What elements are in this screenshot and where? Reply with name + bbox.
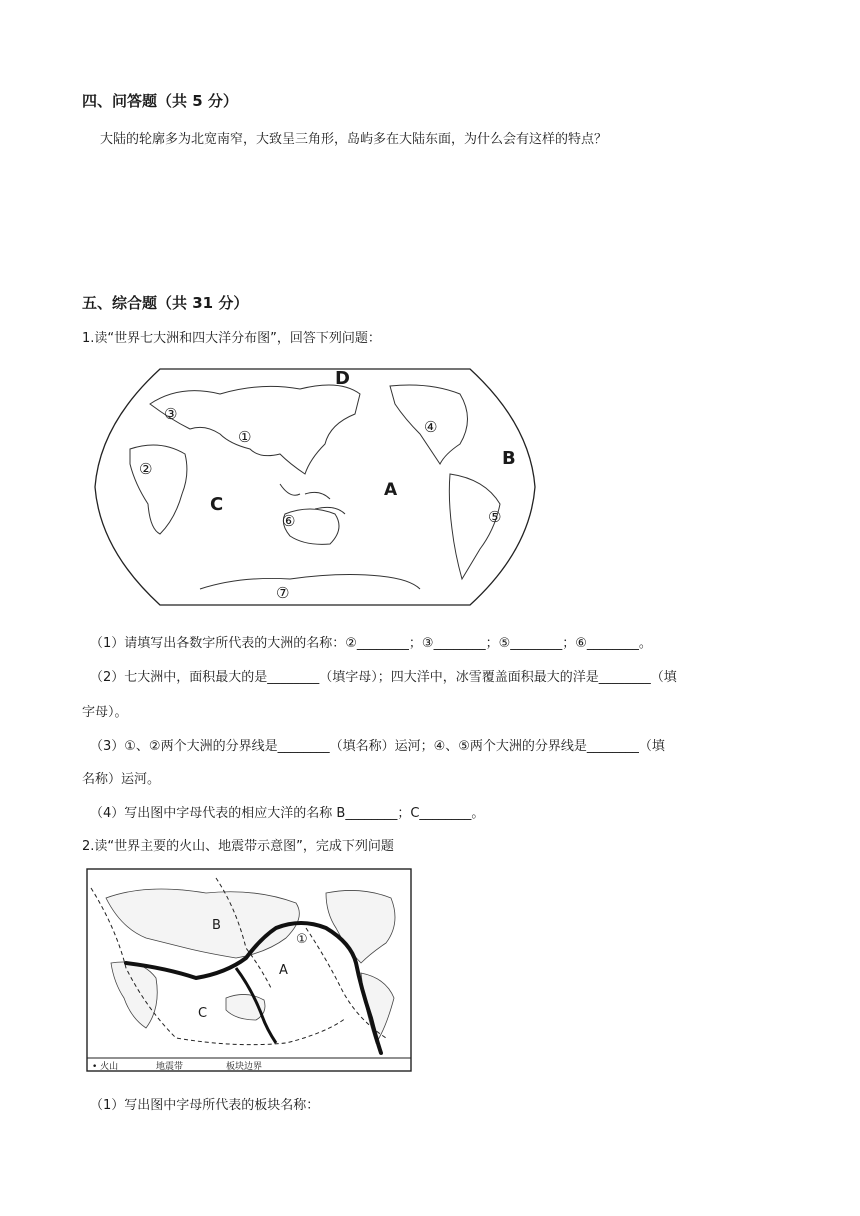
- label-C: C: [198, 1006, 208, 1021]
- label-4: ④: [424, 418, 438, 436]
- q1-sub3-line1: （3）①、②两个大洲的分界线是________（填名称）运河；④、⑤两个大洲的分界线是________（填: [90, 739, 665, 754]
- label-6: ⑥: [282, 512, 296, 530]
- section4-question: 大陆的轮廓多为北宽南窄，大致呈三角形，岛屿多在大陆东面，为什么会有这样的特点？: [100, 132, 608, 147]
- label-5: ⑤: [488, 508, 502, 526]
- legend-volcano: • 火山: [92, 1062, 119, 1072]
- section4-heading: 四、问答题（共 5 分）: [82, 92, 238, 110]
- label-3: ③: [164, 405, 178, 423]
- q1-sub4: （4）写出图中字母代表的相应大洋的名称 B________；C________。: [90, 806, 485, 821]
- label-B: B: [212, 918, 221, 933]
- label-A: A: [279, 963, 288, 978]
- label-1: ①: [296, 932, 308, 947]
- q1-sub2-line2: 字母）。: [82, 705, 128, 720]
- label-7: ⑦: [276, 584, 290, 602]
- label-A: A: [384, 480, 398, 500]
- section5-heading: 五、综合题（共 31 分）: [82, 294, 249, 312]
- label-D: D: [335, 368, 350, 389]
- q1-sub3-line2: 名称）运河。: [82, 772, 161, 787]
- label-B: B: [502, 448, 516, 469]
- label-2: ②: [139, 460, 153, 478]
- legend-quake: 地震带: [156, 1062, 184, 1072]
- legend-boundary: 板块边界: [226, 1062, 263, 1072]
- q1-sub1: （1）请填写出各数字所代表的大洲的名称：②________；③________；⑤________；⑥________。: [90, 636, 652, 651]
- label-C: C: [210, 494, 224, 515]
- label-1: ①: [238, 428, 252, 446]
- q1-sub2-line1: （2）七大洲中，面积最大的是________（填字母）；四大洋中，冰雪覆盖面积最大的洋是________（填: [90, 670, 677, 685]
- q2-sub1: （1）写出图中字母所代表的板块名称：: [90, 1098, 320, 1113]
- q1-intro: 1.读“世界七大洲和四大洋分布图”，回答下列问题：: [82, 331, 381, 346]
- q2-intro: 2.读“世界主要的火山、地震带示意图”，完成下列问题: [82, 839, 394, 854]
- volcano-earthquake-belt-map: [86, 868, 412, 1072]
- world-continents-oceans-map: [90, 364, 540, 610]
